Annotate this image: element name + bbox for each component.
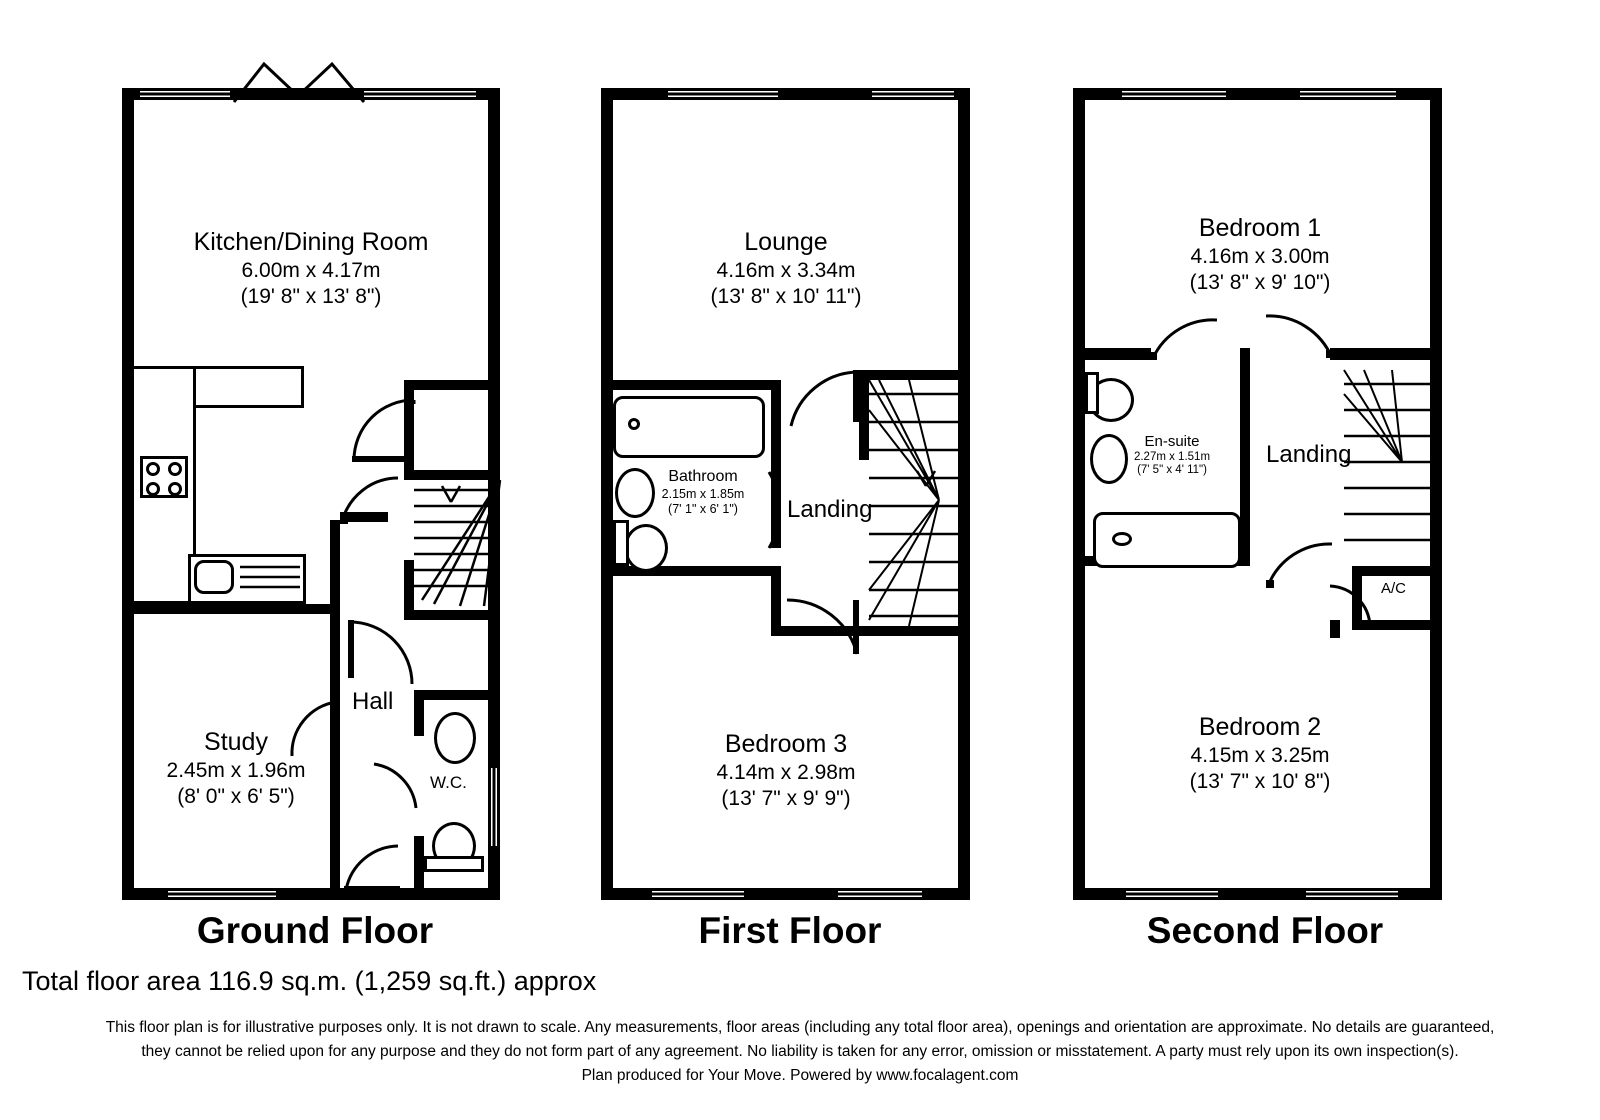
room-name: Bedroom 3 <box>724 730 848 758</box>
disclaimer-line-2: they cannot be relied upon for any purpose and they do not form part of any agreement. No liability is taken for any error, omission or misstatement. A party must rely upon its own inspection(s). <box>141 1043 1459 1060</box>
door-swing <box>372 760 418 810</box>
window <box>652 888 744 900</box>
bath-plug-icon <box>628 418 640 430</box>
room-imperial: (13' 8" x 9' 10") <box>1189 270 1331 294</box>
room-metric: 2.15m x 1.85m <box>661 486 745 501</box>
room-name: Lounge <box>744 228 828 256</box>
wall <box>1240 348 1250 564</box>
room-en-suite <box>1104 433 1240 478</box>
total-floor-area: Total floor area 116.9 sq.m. (1,259 sq.ft.) approx <box>22 966 597 996</box>
room-metric: 4.15m x 3.25m <box>1190 743 1330 767</box>
cistern-icon <box>1085 372 1099 414</box>
wall <box>859 370 970 380</box>
door-swing <box>1151 320 1223 360</box>
room-study <box>128 728 344 810</box>
room-imperial: (13' 8" x 10' 11") <box>710 284 862 308</box>
label-landing-second: Landing <box>1266 441 1352 468</box>
bath-plug-icon <box>1112 532 1132 546</box>
label-landing-first: Landing <box>787 496 873 523</box>
window <box>488 768 500 846</box>
floor-title-ground: Ground Floor <box>196 910 434 951</box>
room-name: Bedroom 2 <box>1198 713 1322 741</box>
hob-burner-icon <box>168 482 182 496</box>
door-swing <box>344 844 400 892</box>
window <box>1306 888 1398 900</box>
draining-board-icon <box>240 560 302 596</box>
stairs-arrow-icon <box>916 470 936 488</box>
room-metric: 4.16m x 3.34m <box>716 258 856 282</box>
window <box>838 888 922 900</box>
wall <box>1330 348 1442 360</box>
room-imperial: (13' 7" x 9' 9") <box>721 786 851 810</box>
room-lounge <box>616 228 956 310</box>
label-wc: W.C. <box>430 773 467 792</box>
room-imperial: (7' 5" x 4' 11") <box>1137 464 1207 477</box>
door-swing <box>348 620 414 686</box>
cistern-icon <box>613 520 629 566</box>
stairs-up-arrow-icon <box>440 484 462 504</box>
label-hall: Hall <box>352 688 394 715</box>
window <box>1126 888 1218 900</box>
wall <box>1073 88 1085 900</box>
wall <box>601 88 613 900</box>
room-metric: 6.00m x 4.17m <box>241 258 381 282</box>
window <box>1300 88 1396 100</box>
wall <box>414 836 424 888</box>
room-imperial: (13' 7" x 10' 8") <box>1189 769 1331 793</box>
door-swing <box>1262 316 1334 360</box>
hob-burner-icon <box>168 462 182 476</box>
sink-bowl-icon <box>194 560 234 594</box>
wc-basin-icon <box>434 712 476 764</box>
room-name: En-suite <box>1144 433 1200 450</box>
room-imperial: (7' 1" x 6' 1") <box>668 501 738 516</box>
room-name: Kitchen/Dining Room <box>193 228 429 256</box>
door-swing <box>1328 584 1372 628</box>
disclaimer-line-3: Plan produced for Your Move. Powered by www.focalagent.com <box>581 1067 1019 1084</box>
window <box>364 88 476 100</box>
room-kitchen-dining <box>140 228 482 310</box>
wc-cistern-icon <box>424 856 484 872</box>
room-imperial: (19' 8" x 13' 8") <box>240 284 382 308</box>
room-metric: 2.27m x 1.51m <box>1133 450 1211 463</box>
door-swing <box>783 594 859 656</box>
wall <box>414 690 500 700</box>
floor-title-second: Second Floor <box>1146 910 1384 951</box>
room-bedroom-3 <box>616 730 956 812</box>
window <box>140 88 230 100</box>
room-name: Bathroom <box>668 468 738 485</box>
room-bedroom-1 <box>1090 214 1430 296</box>
wall <box>601 380 781 390</box>
door-swing <box>232 60 368 104</box>
staircase <box>869 380 961 626</box>
room-bedroom-2 <box>1090 713 1430 795</box>
room-metric: 4.14m x 2.98m <box>716 760 856 784</box>
hob-burner-icon <box>146 462 160 476</box>
door-swing <box>785 370 859 430</box>
wall <box>404 380 500 390</box>
staircase <box>1344 370 1440 560</box>
wall <box>601 566 781 576</box>
door-swing <box>1266 540 1336 588</box>
room-metric: 4.16m x 3.00m <box>1190 244 1330 268</box>
room-imperial: (8' 0" x 6' 5") <box>177 784 295 808</box>
wall <box>1073 348 1151 360</box>
label-ac: A/C <box>1381 580 1407 597</box>
wall <box>1352 566 1442 576</box>
window <box>668 88 778 100</box>
wall <box>404 470 500 480</box>
wall <box>122 604 336 614</box>
room-bathroom <box>628 468 778 517</box>
wall <box>404 610 500 620</box>
window <box>1122 88 1226 100</box>
wall <box>859 626 970 636</box>
window <box>168 888 276 900</box>
door-swing <box>340 478 402 524</box>
disclaimer-line-1: This floor plan is for illustrative purposes only. It is not drawn to scale. Any measurements, floor areas (including any total floor area), openings and orientation are approximate. No details are guaranteed, <box>105 1019 1495 1036</box>
hob-burner-icon <box>146 482 160 496</box>
room-name: Study <box>204 728 268 756</box>
room-name: Bedroom 1 <box>1198 214 1322 242</box>
window <box>872 88 954 100</box>
toilet-icon <box>624 524 668 572</box>
floor-title-first: First Floor <box>698 910 882 951</box>
door-swing <box>352 398 414 462</box>
wall <box>859 380 869 460</box>
room-metric: 2.45m x 1.96m <box>166 758 306 782</box>
